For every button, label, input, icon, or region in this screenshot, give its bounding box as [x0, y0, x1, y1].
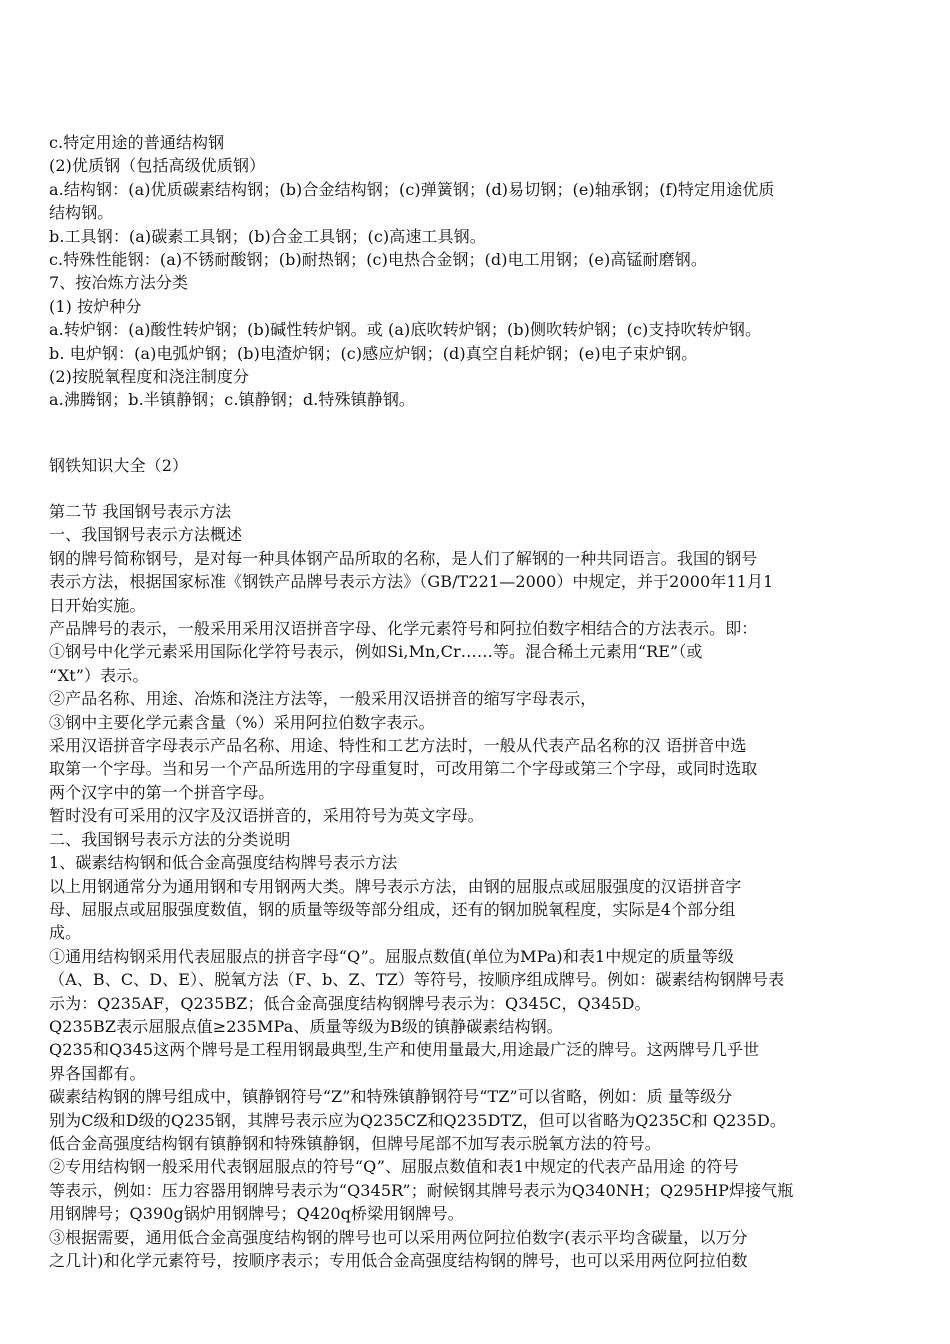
- text-line: 两个汉字中的第一个拼音字母。: [49, 782, 275, 802]
- text-line: 一、我国钢号表示方法概述: [49, 525, 243, 545]
- text-line: Q235BZ表示屈服点值≥235MPa、质量等级为B级的镇静碳素结构钢。: [49, 1016, 563, 1036]
- text-line: (1) 按炉种分: [49, 296, 142, 316]
- text-line: 取第一个字母。当和另一个产品所选用的字母重复时，可改用第二个字母或第三个字母，或同时选取: [49, 759, 758, 779]
- text-line: 表示方法，根据国家标准《钢铁产品牌号表示方法》（GB/T221—2000）中规定，并于2000年11月1: [49, 572, 774, 592]
- text-line: 以上用钢通常分为通用钢和专用钢两大类。牌号表示方法，由钢的屈服点或屈服强度的汉语拼音字: [49, 876, 742, 896]
- text-line: 示为：Q235AF，Q235BZ；低合金高强度结构钢牌号表示为：Q345C，Q345D。: [49, 993, 651, 1013]
- text-line: (2)优质钢（包括高级优质钢）: [49, 156, 266, 176]
- text-line: a.结构钢：(a)优质碳素结构钢；(b)合金结构钢；(c)弹簧钢；(d)易切钢；(e)轴承钢；(f)特定用途优质: [49, 179, 775, 199]
- text-line: ①通用结构钢采用代表屈服点的拼音字母“Q”。屈服点数值(单位为MPa)和表1中规定的质量等级: [49, 946, 735, 966]
- text-line: 碳素结构钢的牌号组成中，镇静钢符号“Z”和特殊镇静钢符号“TZ”可以省略，例如：质 量等级分: [49, 1087, 733, 1107]
- text-line: (2)按脱氧程度和浇注制度分: [49, 367, 250, 387]
- text-line: ③钢中主要化学元素含量（%）采用阿拉伯数字表示。: [49, 712, 435, 732]
- text-line: ②产品名称、用途、冶炼和浇注方法等，一般采用汉语拼音的缩写字母表示，: [49, 689, 597, 709]
- text-line: 用钢牌号；Q390g锅炉用钢牌号；Q420q桥梁用钢牌号。: [49, 1204, 464, 1224]
- text-line: c.特定用途的普通结构钢: [49, 133, 225, 152]
- text-line: a.沸腾钢；b.半镇静钢；c.镇静钢；d.特殊镇静钢。: [49, 390, 416, 410]
- text-line: 钢的牌号简称钢号，是对每一种具体钢产品所取的名称，是人们了解钢的一种共同语言。我国的钢号: [49, 548, 758, 568]
- section-steel-grade-notation: [49, 500, 901, 1272]
- text-line: a.转炉钢：(a)酸性转炉钢；(b)碱性转炉钢。或 (a)底吹转炉钢；(b)侧吹转炉钢；(c)支持吹转炉钢。: [49, 320, 762, 340]
- text-line: c.特殊性能钢：(a)不锈耐酸钢；(b)耐热钢；(c)电热合金钢；(d)电工用钢；(e)高锰耐磨钢。: [49, 250, 707, 270]
- section-heading: 钢铁知识大全（2）: [49, 456, 189, 475]
- text-line: ②专用结构钢一般采用代表钢屈服点的符号“Q”、屈服点数值和表1中规定的代表产品用途 的符号: [49, 1157, 739, 1177]
- heading-steel-knowledge-2: [49, 454, 901, 477]
- text-line: 成。: [49, 923, 82, 943]
- text-line: 结构钢。: [49, 203, 114, 223]
- text-line: ③根据需要，通用低合金高强度结构钢的牌号也可以采用两位阿拉伯数字(表示平均含碳量，以万分: [49, 1227, 748, 1247]
- text-line: 等表示，例如：压力容器用钢牌号表示为“Q345R”；耐候钢其牌号表示为Q340NH；Q295HP焊接气瓶: [49, 1180, 794, 1200]
- text-line: ①钢号中化学元素采用国际化学符号表示，例如Si,Mn,Cr……等。混合稀土元素用“RE”（或: [49, 642, 703, 662]
- text-line: 1、碳素结构钢和低合金高强度结构牌号表示方法: [49, 853, 398, 873]
- text-line: 别为C级和D级的Q235钢，其牌号表示应为Q235CZ和Q235DTZ，但可以省略为Q235C和 Q235D。: [49, 1110, 786, 1130]
- text-line: 暂时没有可采用的汉字及汉语拼音的，采用符号为英文字母。: [49, 806, 484, 826]
- text-line: 采用汉语拼音字母表示产品名称、用途、特性和工艺方法时，一般从代表产品名称的汉 语拼音中选: [49, 736, 747, 756]
- text-line: 界各国都有。: [49, 1063, 146, 1083]
- text-line: （A、B、C、D、E）、脱氧方法（F、b、Z、TZ）等符号，按顺序组成牌号。例如：碳素结构钢牌号表: [49, 970, 785, 990]
- text-line: 母、屈服点或屈服强度数值，钢的质量等级等部分组成，还有的钢加脱氧程度，实际是4个部分组: [49, 899, 736, 919]
- text-line: Q235和Q345这两个牌号是工程用钢最典型,生产和使用量最大,用途最广泛的牌号。这两牌号几乎世: [49, 1040, 760, 1060]
- text-line: 产品牌号的表示，一般采用采用汉语拼音字母、化学元素符号和阿拉伯数字相结合的方法表示。即：: [49, 619, 758, 639]
- text-line: 低合金高强度结构钢有镇静钢和特殊镇静钢，但牌号尾部不加写表示脱氧方法的符号。: [49, 1133, 661, 1153]
- text-line: 之几计)和化学元素符号，按顺序表示；专用低合金高强度结构钢的牌号，也可以采用两位阿拉伯数: [49, 1251, 748, 1270]
- text-line: 日开始实施。: [49, 595, 146, 615]
- section-steel-classification: [49, 131, 901, 412]
- text-line: b. 电炉钢：(a)电弧炉钢；(b)电渣炉钢；(c)感应炉钢；(d)真空自耗炉钢；(e)电子束炉钢。: [49, 343, 698, 363]
- text-line: b.工具钢：(a)碳素工具钢；(b)合金工具钢；(c)高速工具钢。: [49, 226, 486, 246]
- text-line: “Xt”）表示。: [49, 665, 149, 685]
- text-line: 7、按冶炼方法分类: [49, 273, 189, 293]
- text-line: 第二节 我国钢号表示方法: [49, 502, 232, 521]
- text-line: 二、我国钢号表示方法的分类说明: [49, 829, 291, 849]
